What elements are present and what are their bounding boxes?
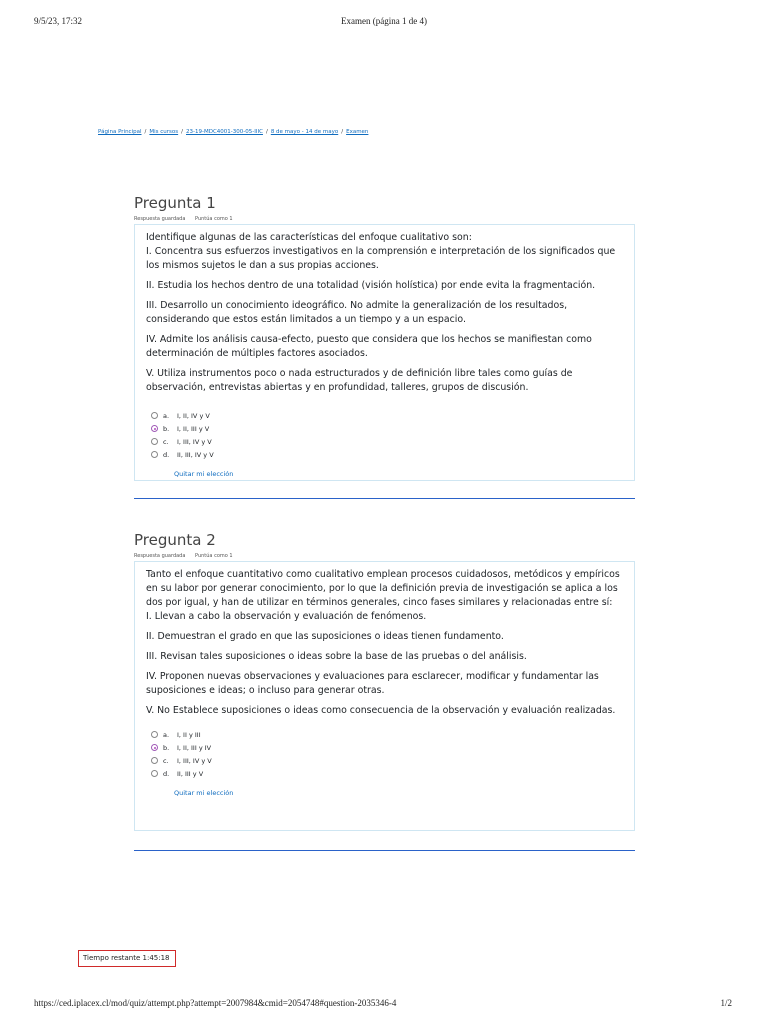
- option-letter: d.: [163, 450, 170, 459]
- statement-4: IV. Proponen nuevas observaciones y evaluaciones para esclarecer, modificar y fundamentar las suposiciones e ideas; o incluso para generar otras.: [146, 671, 599, 696]
- statement-3: III. Desarrollo un conocimiento ideográfico. No admite la generalización de los resultados, considerando que estos están limitados a un tiempo y a un espacio.: [146, 300, 568, 325]
- question-text: [146, 568, 622, 718]
- question-divider: [134, 498, 635, 499]
- option-text: I, III, IV y V: [177, 756, 212, 765]
- option-text: II, III, IV y V: [177, 450, 214, 459]
- answer-option-b[interactable]: [151, 741, 622, 754]
- question-status: Respuesta guardada: [134, 216, 186, 222]
- answer-option-a[interactable]: [151, 728, 622, 741]
- option-letter: a.: [163, 730, 170, 739]
- print-header: [0, 16, 768, 30]
- breadcrumb-my-courses-link[interactable]: Mis cursos: [149, 129, 179, 135]
- option-letter: b.: [163, 424, 170, 433]
- option-letter: c.: [163, 437, 169, 446]
- breadcrumb-home-link[interactable]: Página Principal: [98, 129, 142, 135]
- statement-2: II. Demuestran el grado en que las suposiciones o ideas tienen fundamento.: [146, 631, 504, 642]
- radio-button[interactable]: [151, 757, 158, 764]
- option-letter: a.: [163, 411, 170, 420]
- statement-4: IV. Admite los análisis causa-efecto, puesto que considera que los hechos se manifiestan como determinación de múltiples factores asociados.: [146, 334, 592, 359]
- answer-option-d[interactable]: [151, 767, 622, 780]
- radio-button[interactable]: [151, 770, 158, 777]
- statement-5: V. Utiliza instrumentos poco o nada estructurados y de definición libre tales como guías de observación, entrevistas abiertas y en profundidad, talleres, grupos de discusión.: [146, 368, 573, 393]
- question-title: Pregunta 2: [134, 531, 216, 549]
- breadcrumb: Página Principal / Mis cursos / 23-19-MDC4001-300-05-IIIC / 8 de mayo - 14 de mayo / Examen: [98, 129, 369, 135]
- question-title: Pregunta 1: [134, 194, 216, 212]
- question-content-box: [134, 224, 635, 481]
- statement-3: III. Revisan tales suposiciones o ideas sobre la base de las pruebas o del análisis.: [146, 651, 527, 662]
- question-meta: [134, 216, 635, 224]
- answer-option-b[interactable]: [151, 422, 622, 435]
- question-prompt: Tanto el enfoque cuantitativo como cualitativo emplean procesos cuidadosos, metódicos y empíricos en su labor por generar conocimiento, por lo que la definición previa de investigación se aplica a los dos por igual, y han de utilizar en términos generales, cinco fases similares y relacionadas entre sí:: [146, 569, 620, 608]
- option-text: I, III, IV y V: [177, 437, 212, 446]
- print-page-number: 1/2: [720, 998, 732, 1008]
- question-2: [134, 531, 635, 831]
- option-letter: b.: [163, 743, 170, 752]
- answer-option-c[interactable]: [151, 754, 622, 767]
- question-prompt: Identifique algunas de las características del enfoque cualitativo son:: [146, 232, 472, 243]
- radio-button[interactable]: [151, 438, 158, 445]
- option-text: I, II, III y IV: [177, 743, 212, 752]
- question-text: [146, 231, 622, 395]
- answer-options: [151, 409, 622, 480]
- time-remaining-badge: Tiempo restante 1:45:18: [78, 950, 176, 967]
- breadcrumb-exam-link[interactable]: Examen: [346, 129, 369, 135]
- radio-button-selected[interactable]: [151, 744, 158, 751]
- print-title: Examen (página 1 de 4): [341, 16, 427, 26]
- question-meta: [134, 553, 635, 561]
- breadcrumb-week-link[interactable]: 8 de mayo - 14 de mayo: [270, 129, 339, 135]
- question-content-box: [134, 561, 635, 831]
- radio-button[interactable]: [151, 451, 158, 458]
- question-score: Puntúa como 1: [195, 553, 233, 559]
- radio-button-selected[interactable]: [151, 425, 158, 432]
- answer-option-d[interactable]: [151, 448, 622, 461]
- print-url: https://ced.iplacex.cl/mod/quiz/attempt.php?attempt=2007984&cmid=2054748#question-2035346-4: [34, 998, 397, 1008]
- breadcrumb-course-link[interactable]: 23-19-MDC4001-300-05-IIIC: [186, 129, 263, 135]
- statement-5: V. No Establece suposiciones o ideas como consecuencia de la observación y evaluación realizadas.: [146, 705, 616, 716]
- question-status: Respuesta guardada: [134, 553, 186, 559]
- radio-button[interactable]: [151, 731, 158, 738]
- answer-option-a[interactable]: [151, 409, 622, 422]
- radio-button[interactable]: [151, 412, 158, 419]
- answer-options: [151, 728, 622, 799]
- question-1: [134, 194, 635, 481]
- option-text: I, II y III: [177, 730, 201, 739]
- print-datetime: 9/5/23, 17:32: [34, 16, 83, 26]
- option-text: I, II, III y V: [177, 424, 210, 433]
- statement-2: II. Estudia los hechos dentro de una totalidad (visión holística) por ende evita la fragmentación.: [146, 280, 596, 291]
- answer-option-c[interactable]: [151, 435, 622, 448]
- question-divider: [134, 850, 635, 851]
- clear-choice-link[interactable]: Quitar mi elección: [174, 789, 234, 797]
- print-footer: [0, 998, 768, 1012]
- option-letter: d.: [163, 769, 170, 778]
- statement-1: I. Llevan a cabo la observación y evaluación de fenómenos.: [146, 611, 427, 622]
- option-text: II, III y V: [177, 769, 204, 778]
- clear-choice-link[interactable]: Quitar mi elección: [174, 470, 234, 478]
- option-text: I, II, IV y V: [177, 411, 210, 420]
- option-letter: c.: [163, 756, 169, 765]
- question-score: Puntúa como 1: [195, 216, 233, 222]
- statement-1: I. Concentra sus esfuerzos investigativos en la comprensión e interpretación de los significados que los mismos sujetos le dan a sus propias acciones.: [146, 246, 616, 271]
